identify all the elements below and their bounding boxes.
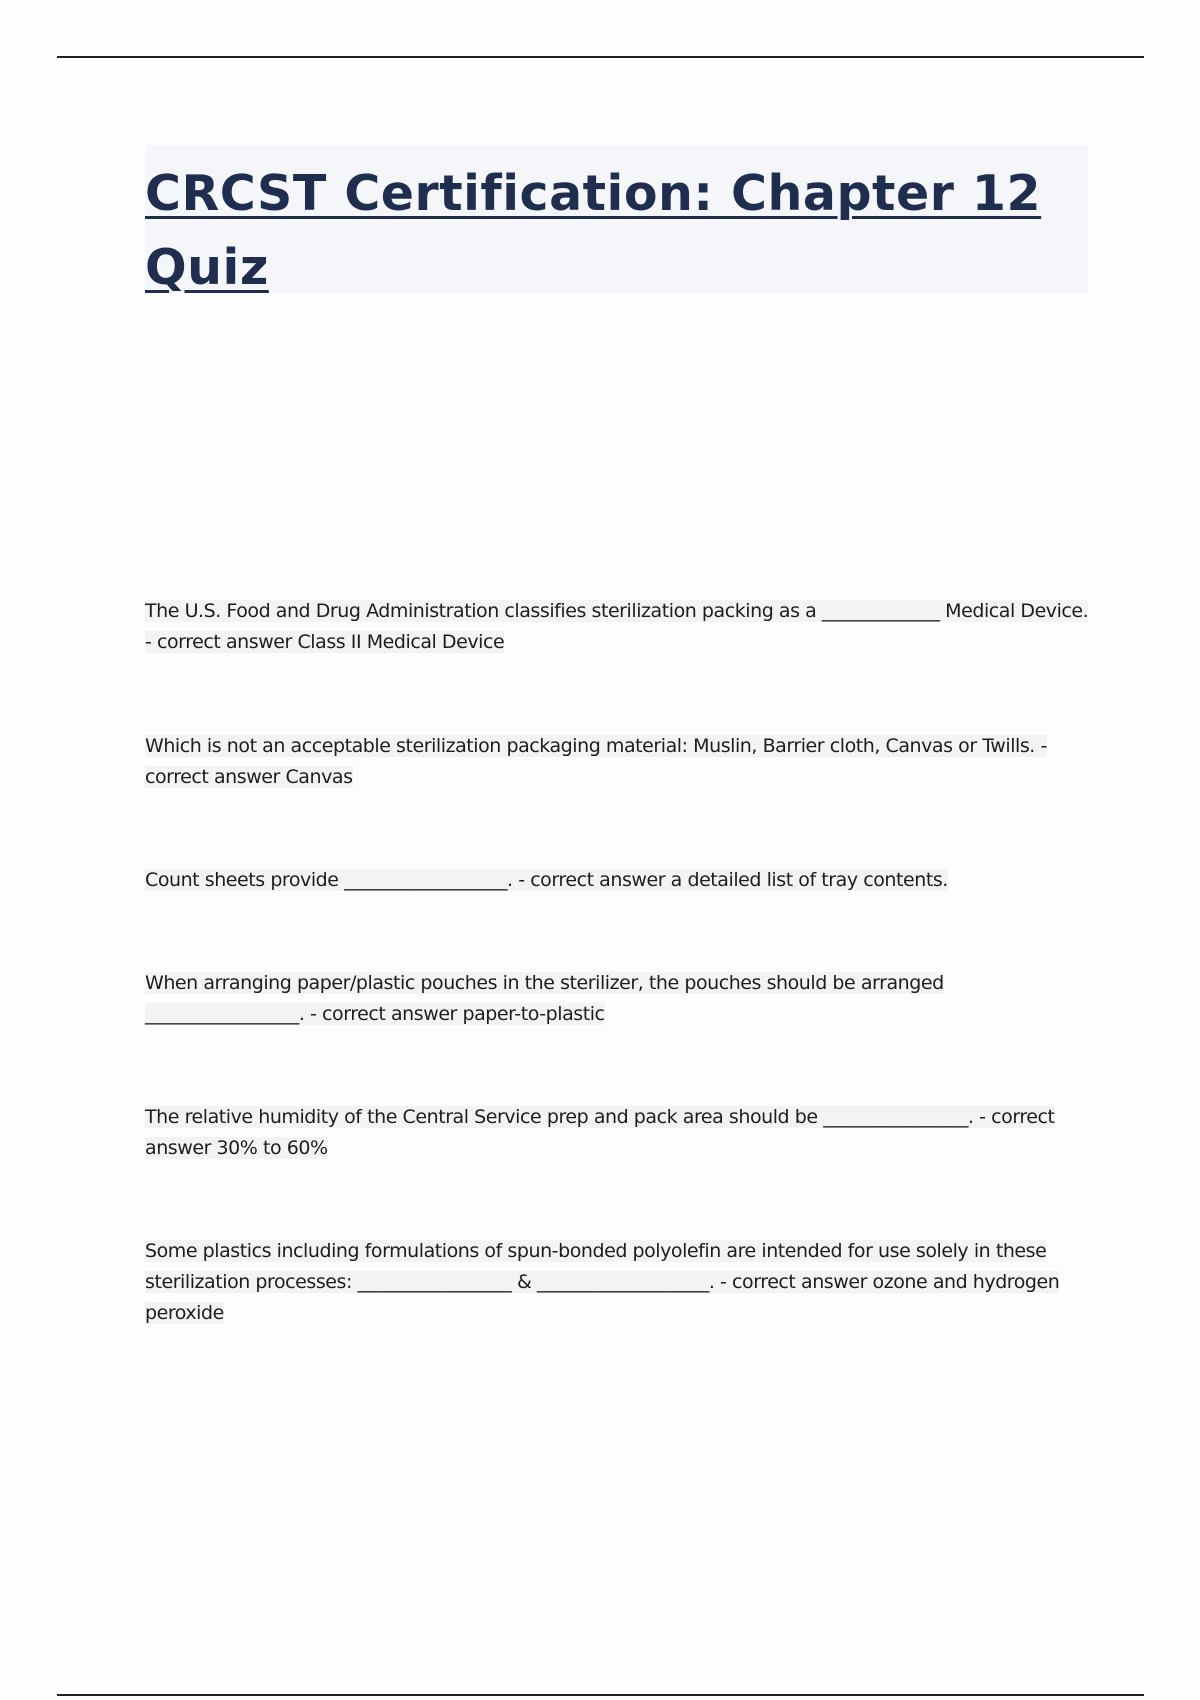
- question-item-4: [145, 968, 1090, 1030]
- question-item-5: [145, 1102, 1090, 1164]
- question-text-5: The relative humidity of the Central Service prep and pack area should be ________________. - correct answer 30% to 60%: [145, 1106, 1055, 1159]
- bottom-divider: [57, 1694, 1144, 1696]
- question-text-1: The U.S. Food and Drug Administration classifies sterilization packing as a _____________ Medical Device. - correct answer Class II Medical Device: [145, 600, 1089, 653]
- question-text-4: When arranging paper/plastic pouches in the sterilizer, the pouches should be arranged _________________. - correct answer paper-to-plastic: [145, 972, 944, 1025]
- question-text-6: Some plastics including formulations of spun-bonded polyolefin are intended for use solely in these sterilization processes: _________________ & ___________________. - correct answer ozone and hydrogen peroxide: [145, 1240, 1060, 1324]
- question-text-2: Which is not an acceptable sterilization packaging material: Muslin, Barrier cloth, Canvas or Twills. - correct answer Canvas: [145, 735, 1047, 788]
- question-item-3: [145, 865, 1090, 896]
- question-text-3: Count sheets provide __________________. - correct answer a detailed list of tray contents.: [145, 869, 948, 891]
- title-block: [145, 145, 1088, 296]
- top-divider: [57, 56, 1144, 58]
- question-item-6: [145, 1236, 1090, 1329]
- document-title: CRCST Certification: Chapter 12 Quiz: [145, 165, 1042, 296]
- question-item-1: [145, 596, 1090, 658]
- question-item-2: [145, 731, 1090, 793]
